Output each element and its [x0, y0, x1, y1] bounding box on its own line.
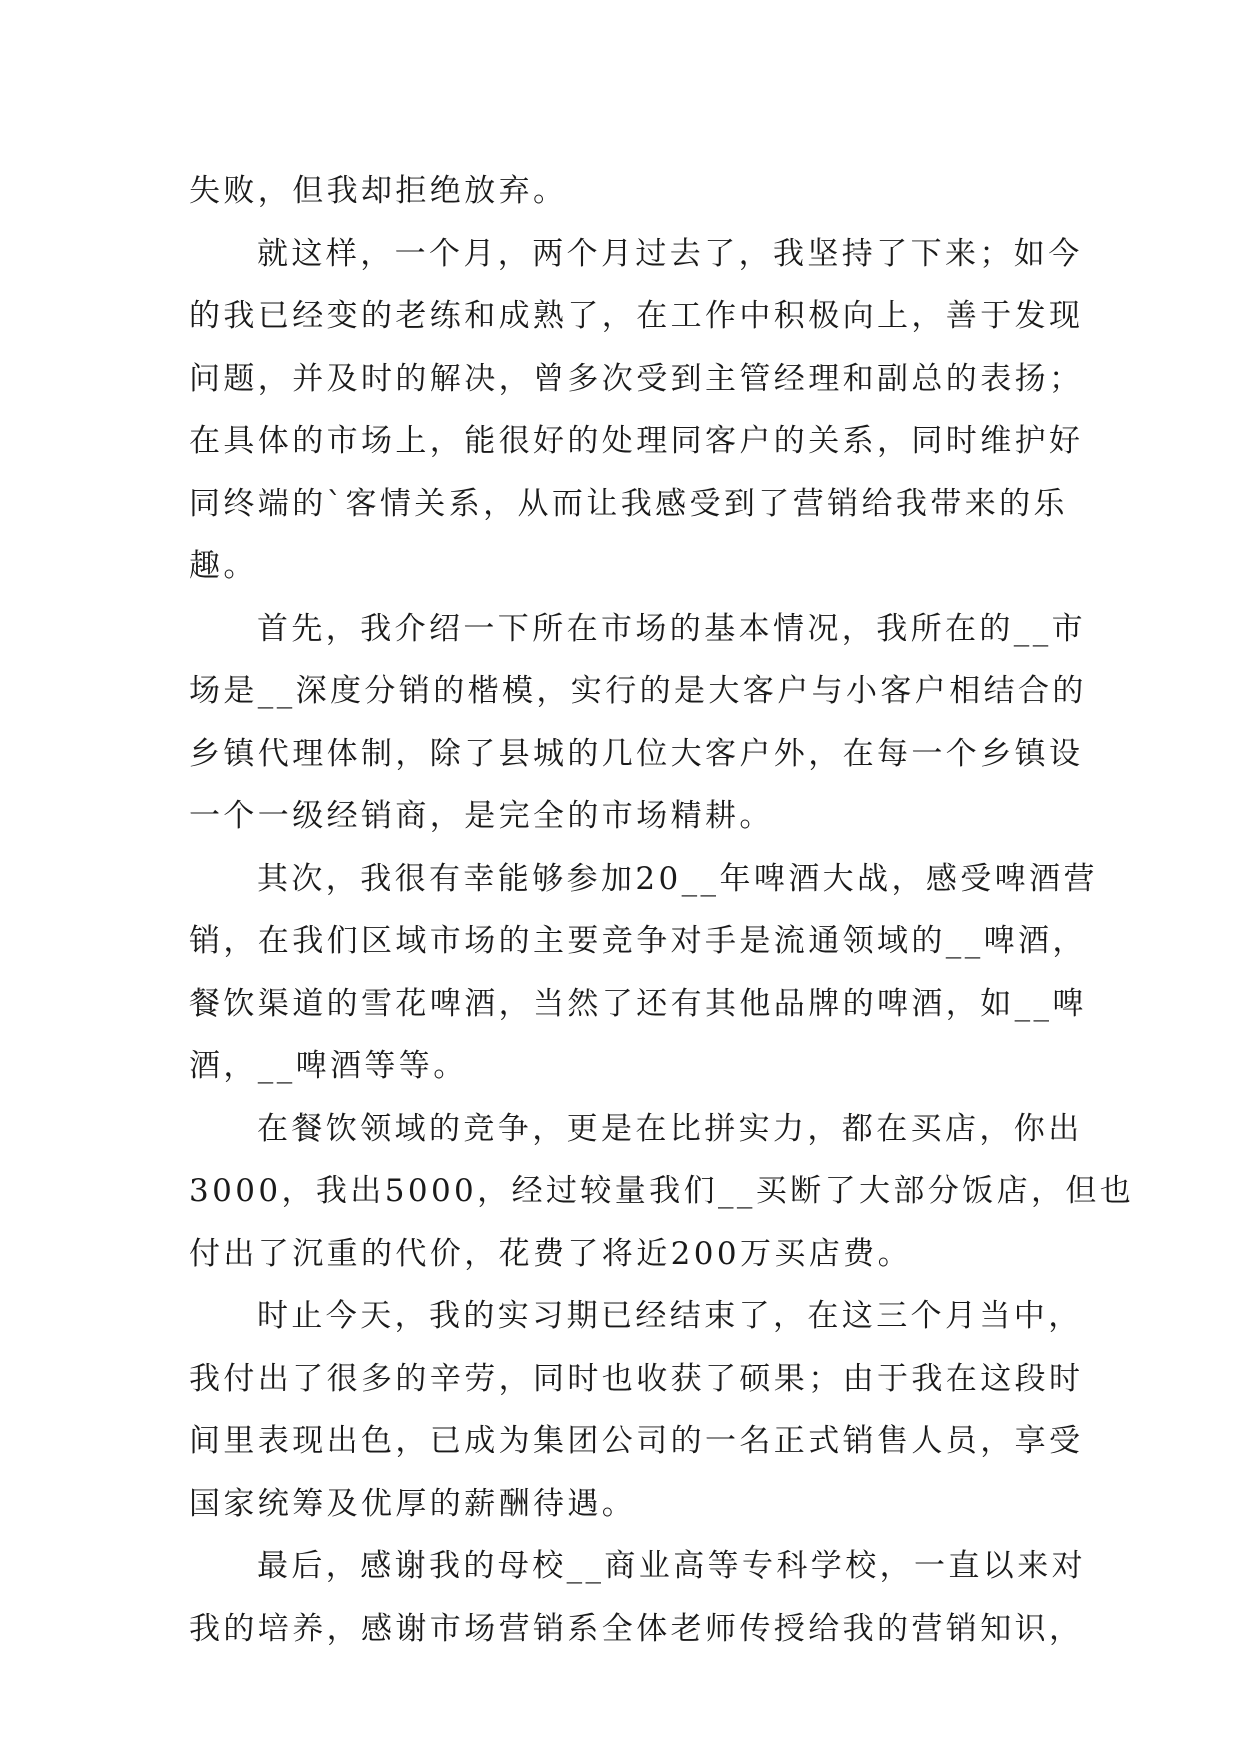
text-line: 我付出了很多的辛劳，同时也收获了硕果；由于我在这段时: [189, 1360, 1084, 1397]
text-line: 问题，并及时的解决，曾多次受到主管经理和副总的表扬；: [189, 360, 1084, 397]
text-line: 国家统筹及优厚的薪酬待遇。: [189, 1485, 637, 1522]
text-line: 一个一级经销商，是完全的市场精耕。: [189, 798, 774, 834]
text-line: 3000，我出5000，经过较量我们__买断了大部分饭店，但也: [189, 1173, 1135, 1209]
text-line: 付出了沉重的代价，花费了将近200万买店费。: [189, 1235, 912, 1272]
text-line: 乡镇代理体制，除了县城的几位大客户外，在每一个乡镇设: [189, 735, 1084, 772]
text-line: 其次，我很有幸能够参加20__年啤酒大战，感受啤酒营: [257, 860, 1098, 897]
text-line: 趣。: [189, 548, 258, 584]
text-line: 时止今天，我的实习期已经结束了，在这三个月当中，: [257, 1298, 1083, 1334]
text-line: 失败，但我却拒绝放弃。: [189, 173, 568, 209]
text-line: 餐饮渠道的雪花啤酒，当然了还有其他品牌的啤酒，如__啤: [189, 985, 1087, 1022]
document-body: [189, 160, 1135, 1660]
text-line: 的我已经变的老练和成熟了，在工作中积极向上，善于发现: [189, 298, 1084, 334]
text-line: 场是__深度分销的楷模，实行的是大客户与小客户相结合的: [189, 673, 1087, 709]
text-line: 我的培养，感谢市场营销系全体老师传授给我的营销知识，: [189, 1610, 1084, 1647]
text-line: 首先，我介绍一下所在市场的基本情况，我所在的__市: [257, 610, 1086, 647]
text-line: 在餐饮领域的竞争，更是在比拼实力，都在买店，你出: [257, 1110, 1083, 1147]
text-line: 同终端的`客情关系，从而让我感受到了营销给我带来的乐: [189, 485, 1068, 522]
text-line: 销，在我们区域市场的主要竞争对手是流通领域的__啤酒，: [189, 923, 1087, 959]
text-line: 间里表现出色，已成为集团公司的一名正式销售人员，享受: [189, 1423, 1084, 1459]
text-line: 酒，__啤酒等等。: [189, 1048, 468, 1084]
text-line: 在具体的市场上，能很好的处理同客户的关系，同时维护好: [189, 423, 1084, 459]
text-line: 就这样，一个月，两个月过去了，我坚持了下来；如今: [257, 235, 1083, 272]
text-line: 最后，感谢我的母校__商业高等专科学校，一直以来对: [257, 1548, 1086, 1584]
